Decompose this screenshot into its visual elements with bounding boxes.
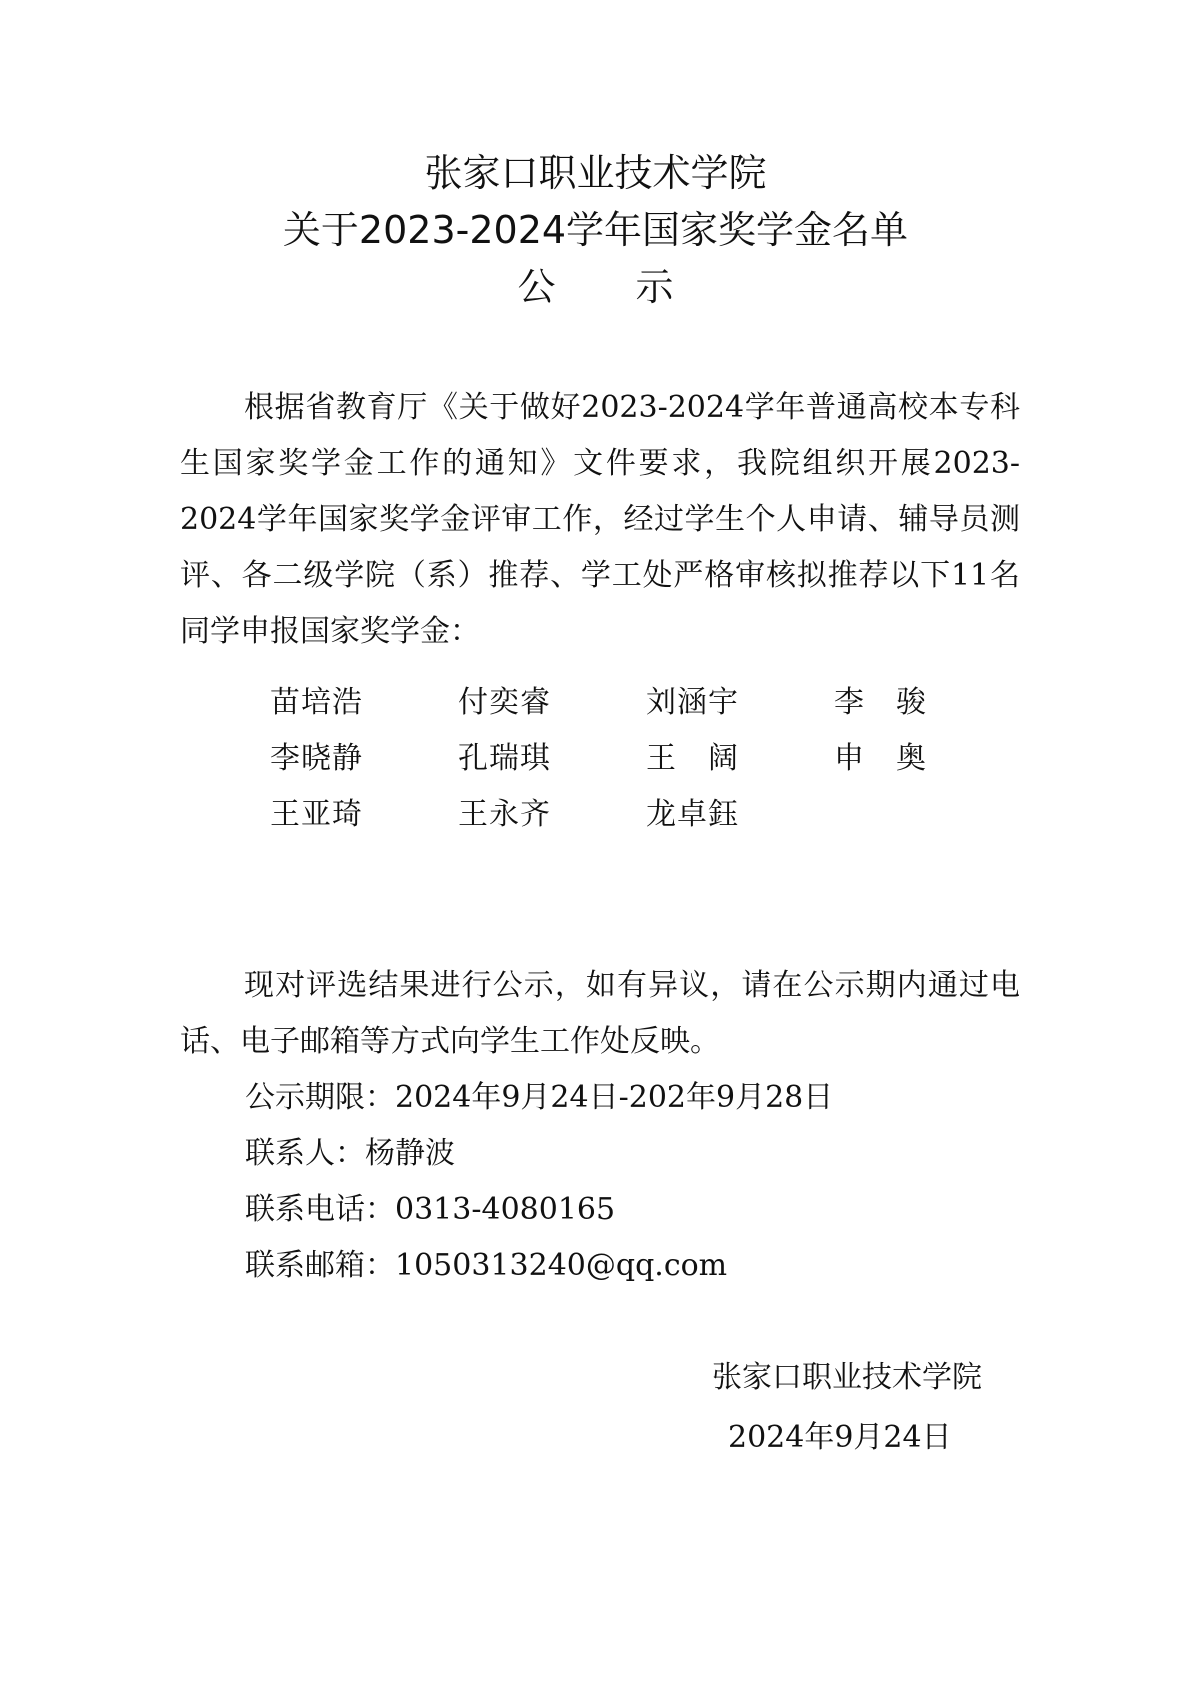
signature-org: 张家口职业技术学院 (712, 1360, 982, 1395)
title-notice: 公示 (517, 265, 754, 309)
list-item: 李 骏 (834, 685, 927, 720)
contact-email: 联系邮箱：1050313240@qq.com (245, 1248, 728, 1283)
contact-phone: 联系电话：0313-4080165 (245, 1192, 616, 1227)
list-item: 付奕睿 (458, 685, 551, 720)
list-item: 孔瑞琪 (458, 741, 551, 776)
list-item: 王永齐 (458, 797, 551, 832)
contact-person: 联系人：杨静波 (245, 1136, 455, 1171)
signature-date: 2024年9月24日 (728, 1420, 952, 1455)
names-list (270, 675, 1022, 843)
notice-period: 公示期限：2024年9月24日-202年9月28日 (245, 1080, 834, 1115)
list-item: 苗培浩 (270, 685, 363, 720)
title-institution: 张家口职业技术学院 (424, 151, 767, 195)
list-item: 李晓静 (270, 741, 363, 776)
paragraph-intro: 根据省教育厅《关于做好2023-2024学年普通高校本专科生国家奖学金工作的通知》文件要求，我院组织开展2023-2024学年国家奖学金评审工作，经过学生个人申请、辅导员测评、各二级学院（系）推荐、学工处严格审核拟推荐以下11名同学申报国家奖学金： (180, 390, 1020, 649)
list-item: 刘涵宇 (646, 685, 739, 720)
list-item: 龙卓鈺 (646, 797, 739, 832)
list-item: 王亚琦 (270, 797, 363, 832)
list-item: 王 阔 (646, 741, 739, 776)
title-subject: 关于2023-2024学年国家奖学金名单 (282, 208, 909, 252)
list-item: 申 奥 (834, 741, 927, 776)
paragraph-objection: 现对评选结果进行公示，如有异议，请在公示期内通过电话、电子邮箱等方式向学生工作处反映。 (180, 968, 1020, 1059)
